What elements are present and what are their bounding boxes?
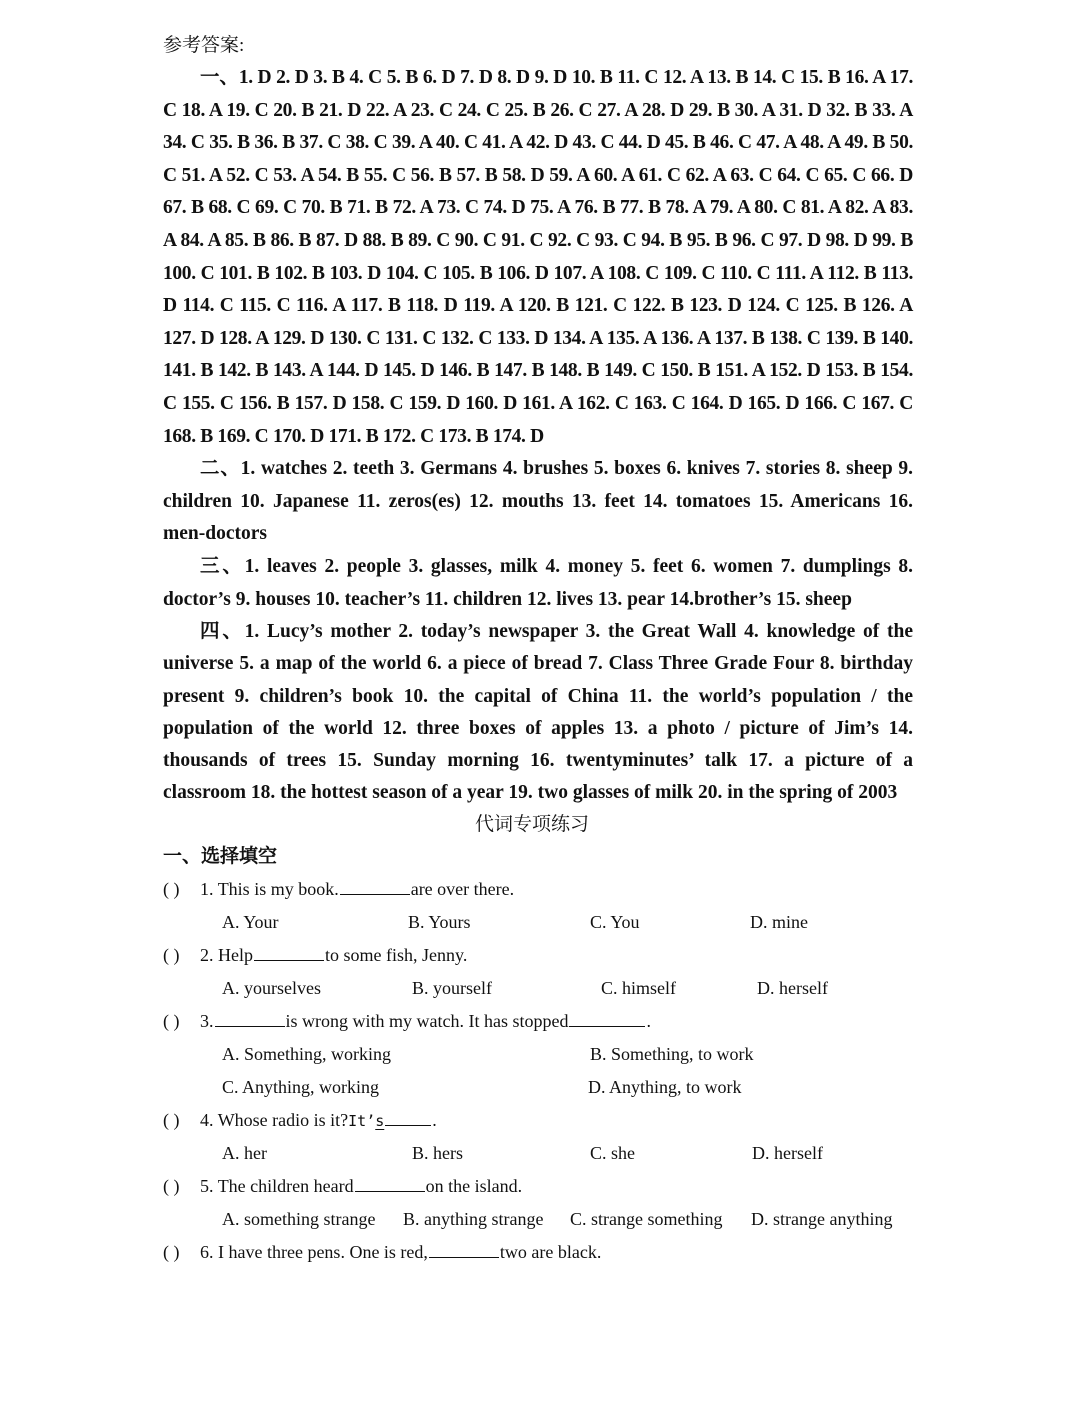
answer-section-4: 四、1. Lucy’s mother 2. today’s newspaper 3. the Great Wall 4. knowledge of the universe 5. a map of the world 6. a piece of bread 7. Class Three Grade Four 8. birthday present 9. children’s book 10. the capital of China 11. the world’s population / the population of the world 12. three boxes of apples 13. a photo / picture of Jim’s 14. thousands of trees 15. Sunday morning 16. twentyminutes’ talk 17. a picture of a classroom 18. the hottest season of a year 19. two glasses of milk 20. in the spring of 2003 [163, 621, 913, 804]
option-a[interactable]: A. Your [222, 912, 279, 933]
answer-blank [385, 1108, 431, 1126]
question-text: The children heard [217, 1176, 354, 1197]
answer-section-1: 一、1. D 2. D 3. B 4. C 5. B 6. D 7. D 8. D 9. D 10. B 11. C 12. A 13. B 14. C 15. B 16. A 17. C 18. A 19. C 20. B 21. D 22. A 23. C 24. C 25. B 26. C 27. A 28. D 29. B 30. A 31. D 32. B 33. A 34. C 35. B 36. B 37. C 38. C 39. A 40. C 41. A 42. D 43. C 44. D 45. B 46. C 47. A 48. A 49. B 50. C 51. A 52. C 53. A 54. B 55. C 56. B 57. B 58. D 59. A 60. A 61. C 62. A 63. C 64. C 65. C 66. D 67. B 68. C 69. C 70. B 71. B 72. A 73. C 74. D 75. A 76. B 77. B 78. A 79. A 80. C 81. A 82. A 83. A 84. A 85. B 86. B 87. D 88. B 89. C 90. C 91. C 92. C 93. C 94. B 95. B 96. C 97. D 98. D 99. B 100. C 101. B 102. B 103. D 104. C 105. B 106. D 107. A 108. C 109. C 110. C 111. A 112. B 113. D 114. C 115. C 116. A 117. B 118. D 119. A 120. B 121. C 122. B 123. D 124. C 125. B 126. A 127. D 128. A 129. D 130. C 131. C 132. C 133. D 134. A 135. A 136. A 137. B 138. C 139. B 140. 141. B 142. B 143. A 144. D 145. D 146. B 147. B 148. B 149. C 150. B 151. A 152. D 153. B 154. C 155. C 156. B 157. D 158. C 159. D 160. D 161. A 162. C 163. C 164. D 165. D 166. C 167. C 168. B 169. C 170. D 171. B 172. C 173. B 174. D [163, 67, 913, 447]
option-c[interactable]: C. You [590, 912, 640, 933]
question-6 [163, 1236, 913, 1269]
question-text: two are black. [499, 1242, 602, 1263]
question-text: on the island. [425, 1176, 523, 1197]
options-3b [163, 1071, 913, 1104]
question-text: I have three pens. One is red, [218, 1242, 428, 1263]
answer-blank [215, 1009, 285, 1027]
answer-blank [355, 1174, 425, 1192]
answer-paren[interactable]: ( ) [163, 1011, 180, 1032]
option-c[interactable]: C. strange something [570, 1209, 723, 1230]
option-b[interactable]: B. yourself [412, 978, 492, 999]
question-2 [163, 939, 913, 972]
answer-blank [429, 1240, 499, 1258]
answer-paren[interactable]: ( ) [163, 1242, 180, 1263]
option-d[interactable]: D. Anything, to work [588, 1077, 742, 1098]
answer-blank [569, 1009, 645, 1027]
question-text: are over there. [410, 879, 515, 900]
answer-paren[interactable]: ( ) [163, 945, 180, 966]
question-number: 1. [200, 879, 214, 900]
option-a[interactable]: A. yourselves [222, 978, 321, 999]
question-text: is wrong with my watch. It has stopped [285, 1011, 569, 1032]
option-a[interactable]: A. Something, working [222, 1044, 391, 1065]
answer-section-3: 三、1. leaves 2. people 3. glasses, milk 4. money 5. feet 6. women 7. dumplings 8. doctor’s 9. houses 10. teacher’s 11. children 12. lives 13. pear 14.brother’s 15. sheep [163, 555, 913, 610]
question-text: . [646, 1011, 651, 1032]
option-a[interactable]: A. her [222, 1143, 267, 1164]
question-text: Help [218, 945, 253, 966]
answer-paren[interactable]: ( ) [163, 1110, 180, 1131]
question-text: s [375, 1112, 385, 1131]
option-a[interactable]: A. something strange [222, 1209, 376, 1230]
exercise-section-title: 一、选择填空 [163, 846, 278, 868]
exercise-title: 代词专项练习 [474, 814, 589, 836]
options-2 [163, 972, 913, 1005]
question-1 [163, 873, 913, 906]
option-b[interactable]: B. Something, to work [590, 1044, 754, 1065]
answer-blank [340, 877, 410, 895]
answer-key-heading: 参考答案: [163, 35, 245, 56]
option-b[interactable]: B. hers [412, 1143, 463, 1164]
options-4 [163, 1137, 913, 1170]
answer-paren[interactable]: ( ) [163, 1176, 180, 1197]
question-number: 6. [200, 1242, 214, 1263]
answer-blank [254, 943, 324, 961]
question-text: This is my book. [217, 879, 339, 900]
question-3 [163, 1005, 913, 1038]
option-b[interactable]: B. Yours [408, 912, 471, 933]
option-d[interactable]: D. herself [752, 1143, 823, 1164]
question-number: 4. [200, 1110, 214, 1131]
option-c[interactable]: C. Anything, working [222, 1077, 380, 1098]
options-5 [163, 1203, 913, 1236]
question-text: . [432, 1110, 437, 1131]
option-b[interactable]: B. anything strange [403, 1209, 544, 1230]
question-text: Whose radio is it? [217, 1110, 349, 1131]
options-3a [163, 1038, 913, 1071]
question-number: 3. [200, 1011, 214, 1032]
options-1 [163, 906, 913, 939]
option-c[interactable]: C. she [590, 1143, 635, 1164]
option-d[interactable]: D. strange anything [751, 1209, 893, 1230]
document-page [163, 30, 913, 1269]
question-text: to some fish, Jenny. [325, 945, 468, 966]
answer-section-2: 二、1. watches 2. teeth 3. Germans 4. brushes 5. boxes 6. knives 7. stories 8. sheep 9. children 10. Japanese 11. zeros(es) 12. mouths 13. feet 14. tomatoes 15. Americans 16. men-doctors [163, 458, 913, 545]
question-5 [163, 1170, 913, 1203]
question-text: It’ [348, 1112, 376, 1131]
option-d[interactable]: D. mine [750, 912, 808, 933]
answer-paren[interactable]: ( ) [163, 879, 180, 900]
question-4 [163, 1104, 913, 1137]
question-number: 5. [200, 1176, 214, 1197]
option-d[interactable]: D. herself [757, 978, 828, 999]
question-number: 2. [200, 945, 214, 966]
option-c[interactable]: C. himself [601, 978, 676, 999]
